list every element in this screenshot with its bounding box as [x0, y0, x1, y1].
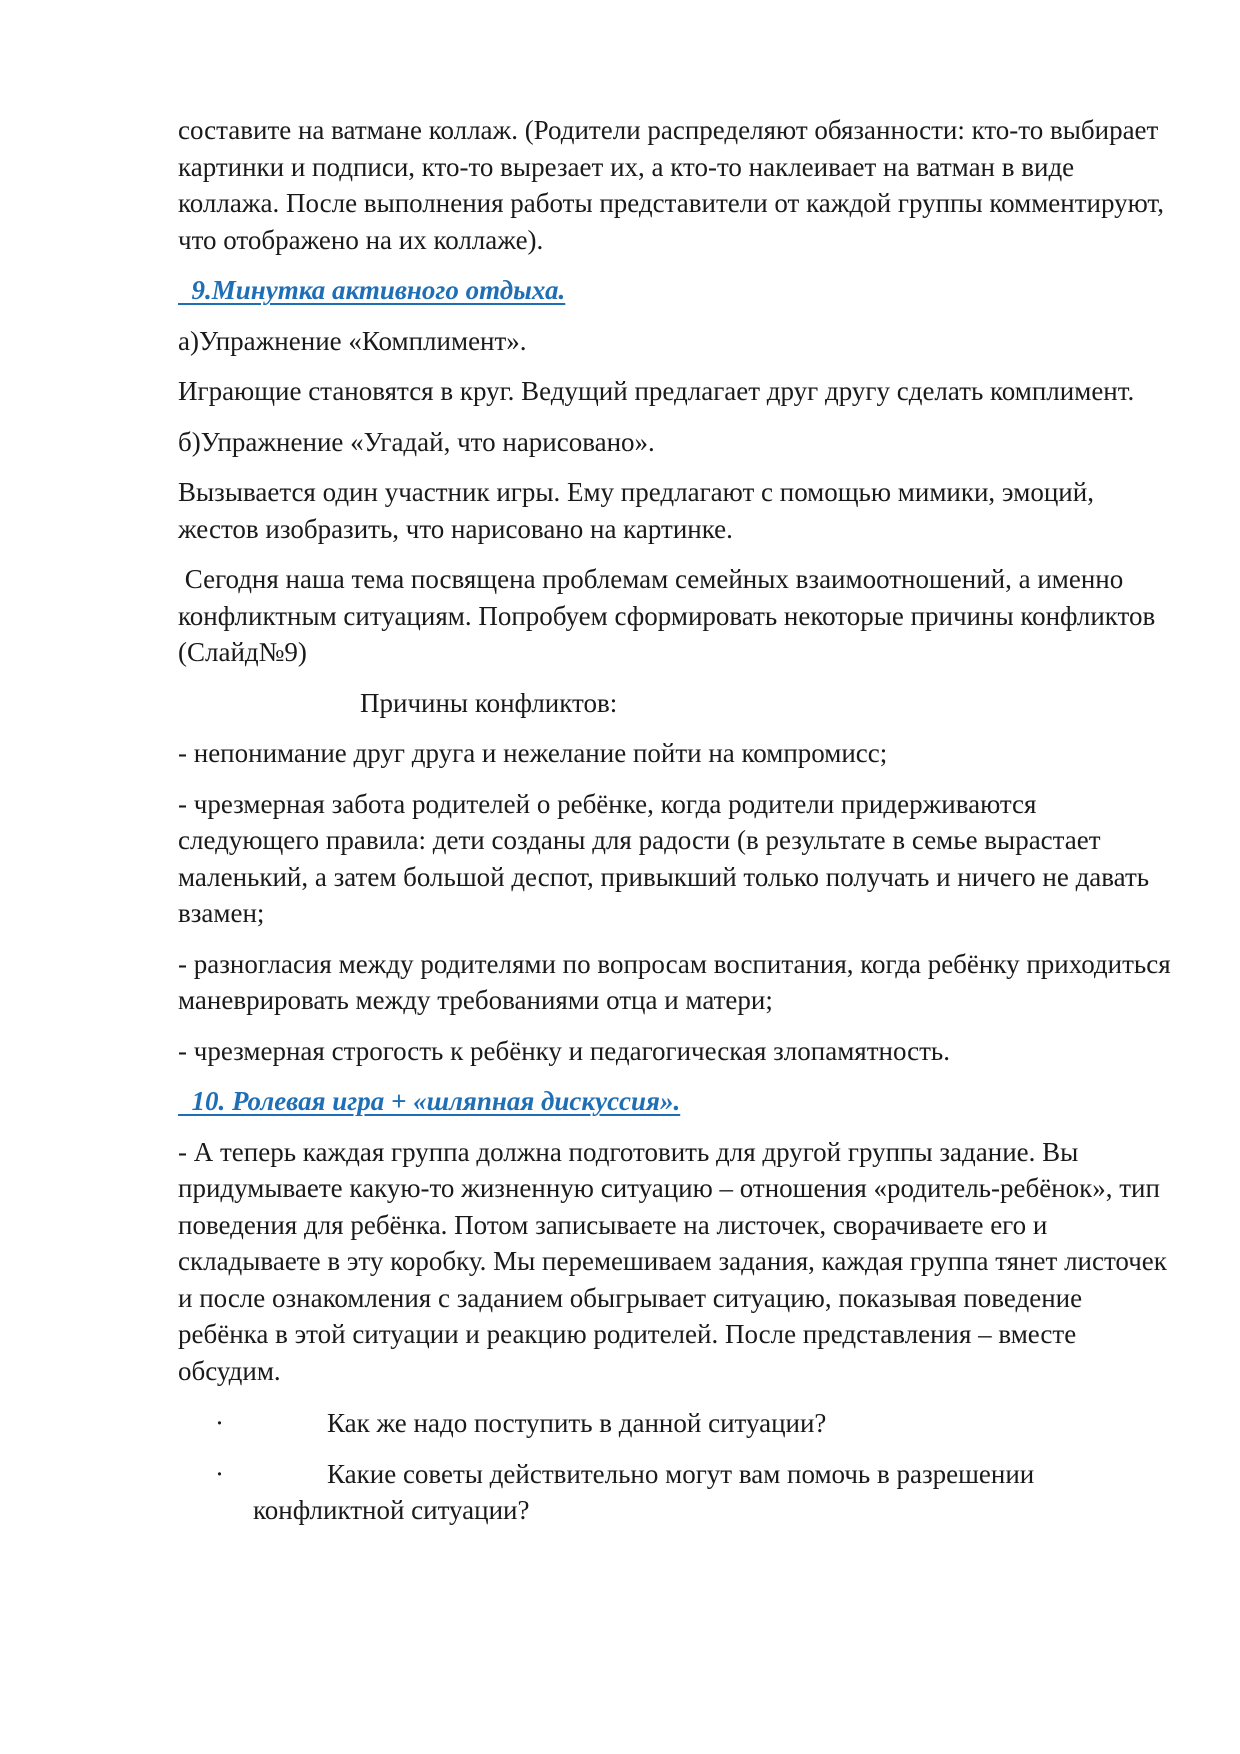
intro-paragraph: составите на ватмане коллаж. (Родители распределяют обязанности: кто-то выбирает картинки и подписи, кто-то вырезает их, а кто-то наклеивает на ватман в виде коллажа. После выполнения работы представители от каждой группы комментируют, что отображено на их коллаже). — [178, 115, 1164, 255]
question-item — [215, 1456, 1178, 1529]
section-9-heading-line — [178, 272, 1178, 309]
section-10-heading: 10. Ролевая игра + «шляпная дискуссия». — [178, 1086, 681, 1116]
cause-item: - разногласия между родителями по вопросам воспитания, когда ребёнку приходиться маневрировать между требованиями отца и матери; — [178, 948, 1171, 1015]
question-text — [253, 1459, 1034, 1526]
causes-title: Причины конфликтов: — [360, 687, 618, 718]
topic-paragraph: Сегодня наша тема посвящена проблемам семейных взаимоотношений, а именно конфликтным ситуациям. Попробуем сформировать некоторые причины конфликтов (Слайд№9) — [178, 564, 1162, 667]
bullet-dot-icon: · — [215, 1458, 224, 1489]
question-label: Какие советы действительно могут вам помочь в разрешении конфликтной ситуации? — [253, 1458, 1035, 1525]
question-label: Как же надо поступить в данной ситуации? — [327, 1408, 827, 1438]
exercise-b-title: б)Упражнение «Угадай, что нарисовано». — [178, 426, 655, 457]
cause-item: - чрезмерная забота родителей о ребёнке, когда родители придерживаются следующего правила: дети созданы для радости (в результате в семье вырастает маленький, а затем большой деспот, привыкший только получать и ничего не давать взамен; — [178, 788, 1150, 928]
section-9-heading: 9.Минутка активного отдыха. — [178, 275, 566, 305]
cause-item: - непонимание друг друга и нежелание пойти на компромисс; — [178, 738, 888, 768]
task-paragraph: - А теперь каждая группа должна подготовить для другой группы задание. Вы придумываете какую-то жизненную ситуацию – отношения «родитель-ребёнок», тип поведения для ребёнка. Потом записываете на листочек, сворачиваете его и складываете в эту коробку. Мы перемешиваем задания, каждая группа тянет листочек и после ознакомления с заданием обыгрывает ситуацию, показывая поведение ребёнка в этой ситуации и реакцию родителей. После представления – вместе обсудим. — [178, 1136, 1167, 1386]
exercise-a-text: Играющие становятся в круг. Ведущий предлагает друг другу сделать комплимент. — [178, 376, 1135, 406]
question-item — [215, 1405, 1178, 1442]
exercise-b-text: Вызывается один участник игры. Ему предлагают с помощью мимики, эмоций, жестов изобразить, что нарисовано на картинке. — [178, 477, 1094, 544]
exercise-a-title: а)Упражнение «Комплимент». — [178, 325, 527, 356]
question-text — [253, 1408, 826, 1438]
section-10-heading-line — [178, 1083, 1178, 1120]
cause-item: - чрезмерная строгость к ребёнку и педагогическая злопамятность. — [178, 1035, 950, 1066]
bullet-dot-icon: · — [215, 1408, 224, 1438]
document-page — [178, 112, 1178, 1529]
